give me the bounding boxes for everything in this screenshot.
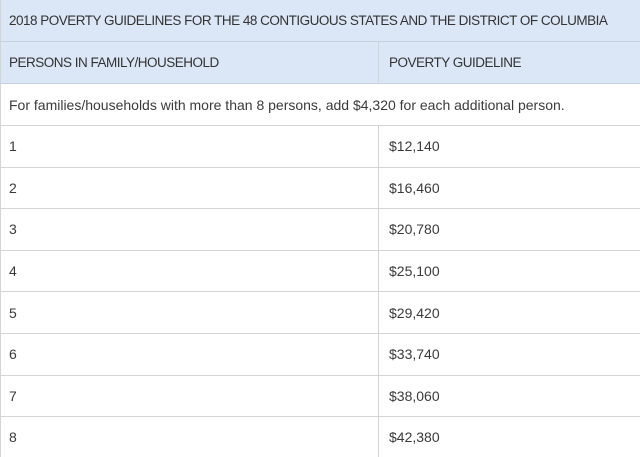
guideline-cell: $12,140 [389, 138, 440, 155]
persons-cell: 6 [1, 334, 379, 375]
table-title: 2018 POVERTY GUIDELINES FOR THE 48 CONTIGUOUS STATES AND THE DISTRICT OF COLUMBIA [1, 0, 640, 42]
guideline-cell: $20,780 [389, 221, 440, 238]
table-row [1, 168, 640, 210]
guideline-cell: $29,420 [389, 304, 440, 321]
table-row [1, 126, 640, 168]
guideline-cell: $25,100 [389, 263, 440, 280]
persons-cell: 1 [1, 126, 379, 167]
table-row [1, 251, 640, 293]
table-header-row [1, 42, 640, 84]
persons-cell: 4 [1, 251, 379, 292]
column-header-guideline: POVERTY GUIDELINE [389, 55, 522, 70]
table-row [1, 376, 640, 418]
table-note: For families/households with more than 8 persons, add $4,320 for each additional person. [1, 84, 640, 126]
table-row [1, 209, 640, 251]
table-row [1, 292, 640, 334]
persons-cell: 5 [1, 292, 379, 333]
persons-cell: 2 [1, 168, 379, 209]
persons-cell: 7 [1, 376, 379, 417]
table-row [1, 417, 640, 457]
table-row [1, 334, 640, 376]
guideline-cell: $33,740 [389, 346, 440, 363]
guideline-cell: $42,380 [389, 429, 440, 446]
persons-cell: 3 [1, 209, 379, 250]
guideline-cell: $16,460 [389, 179, 440, 196]
column-header-persons: PERSONS IN FAMILY/HOUSEHOLD [1, 42, 379, 83]
persons-cell: 8 [1, 417, 379, 457]
guideline-cell: $38,060 [389, 387, 440, 404]
